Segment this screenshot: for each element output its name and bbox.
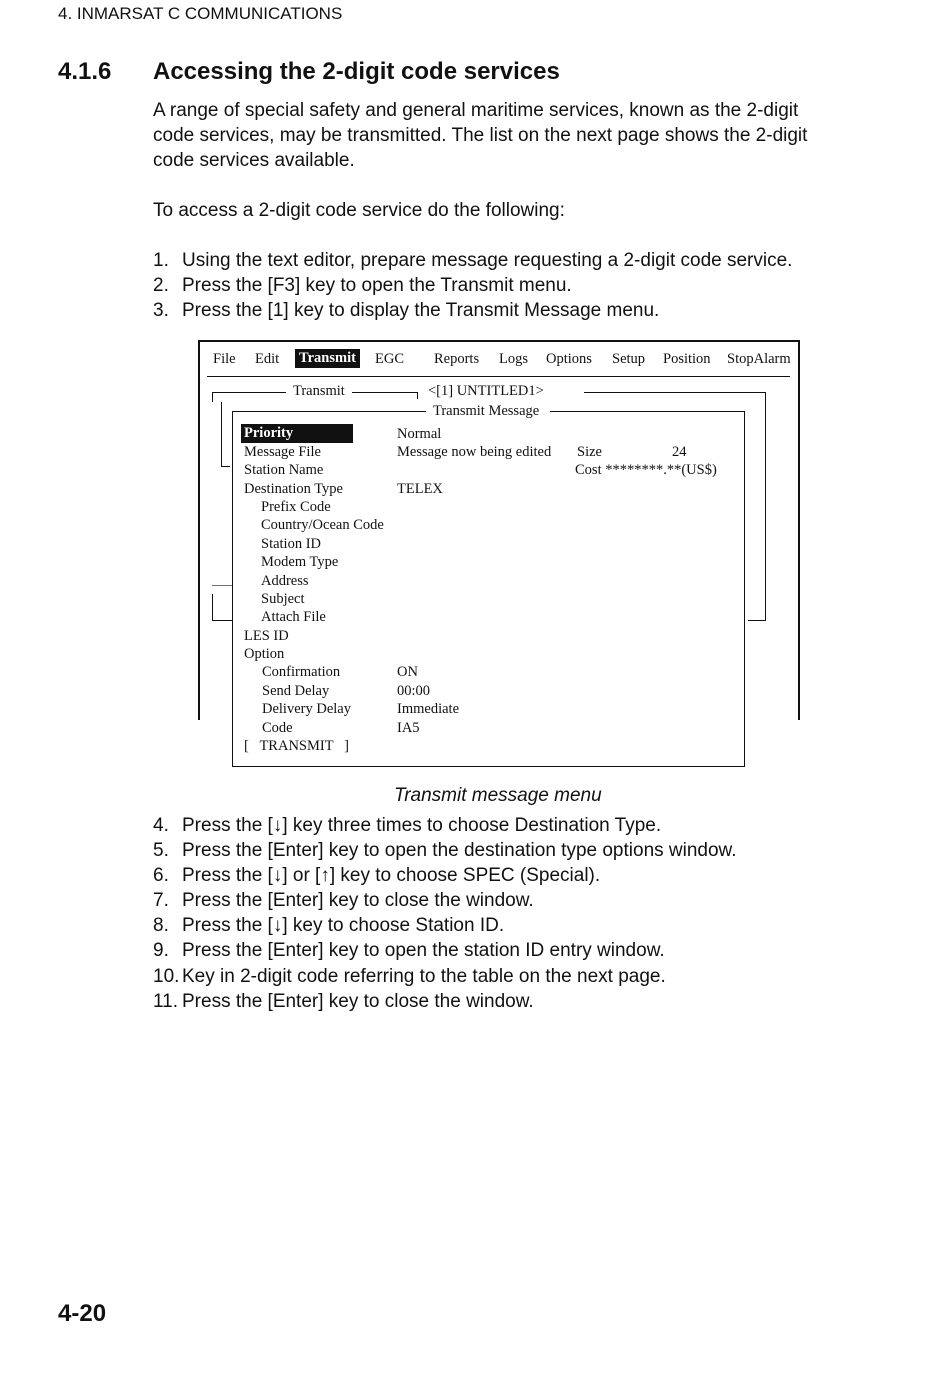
step-number: 7.: [153, 890, 169, 912]
dialog-border: [550, 411, 745, 412]
file-window-border: [212, 594, 213, 620]
steps-list-before: [153, 248, 792, 323]
list-item: [153, 964, 737, 989]
list-item: [153, 913, 737, 938]
file-window-border: [748, 620, 766, 621]
dialog-title: Transmit Message: [433, 403, 540, 419]
transmit-window-border: [352, 392, 418, 393]
send-delay-value: 00:00: [397, 683, 431, 699]
list-item: [153, 938, 737, 963]
menu-file[interactable]: File: [213, 351, 236, 367]
menubar-divider: [207, 376, 790, 377]
transmit-window-title: Transmit: [293, 383, 345, 399]
message-file-value: Message now being edited: [397, 444, 552, 460]
address-label[interactable]: Address: [261, 573, 309, 589]
transmit-window-border: [221, 466, 230, 467]
les-id-label[interactable]: LES ID: [244, 628, 289, 644]
section-title: Accessing the 2-digit code services: [153, 58, 560, 85]
menu-egc[interactable]: EGC: [375, 351, 404, 367]
delivery-delay-label[interactable]: Delivery Delay: [262, 701, 351, 717]
list-item: [153, 863, 737, 888]
transmit-button[interactable]: [ TRANSMIT ]: [244, 738, 349, 754]
step-text: Press the [↓] or [↑] key to choose SPEC (Special).: [182, 865, 601, 887]
step-number: 8.: [153, 915, 169, 937]
step-text: Press the [Enter] key to close the window.: [182, 990, 534, 1012]
list-item: [153, 273, 792, 298]
step-text: Press the [↓] key to choose Station ID.: [182, 915, 505, 937]
dialog-border: [232, 766, 745, 767]
file-window-border: [584, 392, 766, 393]
transmit-window-border: [212, 392, 286, 393]
menu-position[interactable]: Position: [663, 351, 711, 367]
step-number: 6.: [153, 865, 169, 887]
prefix-code-label[interactable]: Prefix Code: [261, 499, 331, 515]
priority-field-label[interactable]: Priority: [241, 424, 353, 443]
step-number: 3.: [153, 300, 169, 322]
step-number: 5.: [153, 840, 169, 862]
step-text: Press the [F3] key to open the Transmit menu.: [182, 275, 572, 297]
screen-top-border: [198, 340, 800, 342]
lead-paragraph: To access a 2-digit code service do the following:: [153, 200, 565, 221]
delivery-delay-value: Immediate: [397, 701, 460, 717]
dialog-border: [232, 411, 426, 412]
size-value: 24: [672, 444, 687, 460]
attach-file-label[interactable]: Attach File: [261, 609, 326, 625]
step-number: 1.: [153, 250, 169, 271]
list-item: [153, 298, 792, 323]
screen-left-border: [198, 340, 200, 720]
step-text: Press the [Enter] key to close the window.: [182, 890, 534, 912]
step-text: Using the text editor, prepare message requesting a 2-digit code service.: [182, 250, 793, 271]
transmit-window-border: [221, 402, 222, 466]
file-title: <[1] UNTITLED1>: [428, 383, 544, 399]
list-item: [153, 248, 792, 273]
page-number: 4-20: [58, 1300, 107, 1327]
step-text: Press the [Enter] key to open the destination type options window.: [182, 840, 737, 862]
destination-type-value: TELEX: [397, 481, 443, 497]
section-number: 4.1.6: [58, 58, 112, 85]
intro-paragraph: A range of special safety and general maritime services, known as the 2-digit code services, may be transmitted. The list on the next page shows the 2-digit code services available.: [153, 100, 808, 171]
subject-label[interactable]: Subject: [261, 591, 305, 607]
station-id-label[interactable]: Station ID: [261, 536, 322, 552]
send-delay-label[interactable]: Send Delay: [262, 683, 330, 699]
chapter-header: 4. INMARSAT C COMMUNICATIONS: [58, 4, 343, 23]
step-text: Press the [↓] key three times to choose Destination Type.: [182, 815, 662, 836]
dialog-border: [744, 411, 745, 767]
step-number: 4.: [153, 815, 169, 836]
screen-right-border: [798, 340, 800, 720]
figure-caption: Transmit message menu: [394, 785, 602, 806]
priority-value: Normal: [397, 426, 442, 442]
file-window-border: [212, 585, 232, 586]
step-text: Key in 2-digit code referring to the table on the next page.: [182, 965, 666, 987]
menu-logs[interactable]: Logs: [499, 351, 528, 367]
step-number: 2.: [153, 275, 169, 297]
menu-transmit[interactable]: Transmit: [295, 349, 360, 368]
size-label: Size: [577, 444, 602, 460]
confirmation-label[interactable]: Confirmation: [262, 664, 341, 680]
list-item: [153, 813, 737, 838]
menu-reports[interactable]: Reports: [434, 351, 480, 367]
file-window-border: [212, 620, 232, 621]
menu-stopalarm[interactable]: StopAlarm: [727, 351, 791, 367]
list-item: [153, 989, 737, 1014]
menu-options[interactable]: Options: [546, 351, 592, 367]
cost-value: Cost ********.**(US$): [575, 462, 717, 478]
file-window-border: [765, 392, 766, 620]
list-item: [153, 838, 737, 863]
dialog-border: [232, 411, 233, 767]
step-number: 9.: [153, 940, 169, 962]
confirmation-value: ON: [397, 664, 418, 680]
steps-list-after: [153, 813, 737, 1014]
step-number: 11.: [153, 990, 179, 1012]
step-number: 10.: [153, 965, 180, 987]
step-text: Press the [1] key to display the Transmit Message menu.: [182, 300, 660, 322]
transmit-window-border: [417, 392, 418, 399]
option-label[interactable]: Option: [244, 646, 285, 662]
menu-edit[interactable]: Edit: [255, 351, 280, 367]
destination-type-label[interactable]: Destination Type: [244, 481, 343, 497]
modem-type-label[interactable]: Modem Type: [261, 554, 339, 570]
list-item: [153, 888, 737, 913]
country-ocean-code-label[interactable]: Country/Ocean Code: [261, 517, 384, 533]
code-value: IA5: [397, 720, 420, 736]
station-name-label[interactable]: Station Name: [244, 462, 324, 478]
transmit-window-border: [212, 392, 213, 402]
message-file-label[interactable]: Message File: [244, 444, 321, 460]
code-label[interactable]: Code: [262, 720, 293, 736]
menu-setup[interactable]: Setup: [612, 351, 646, 367]
step-text: Press the [Enter] key to open the station ID entry window.: [182, 940, 665, 962]
